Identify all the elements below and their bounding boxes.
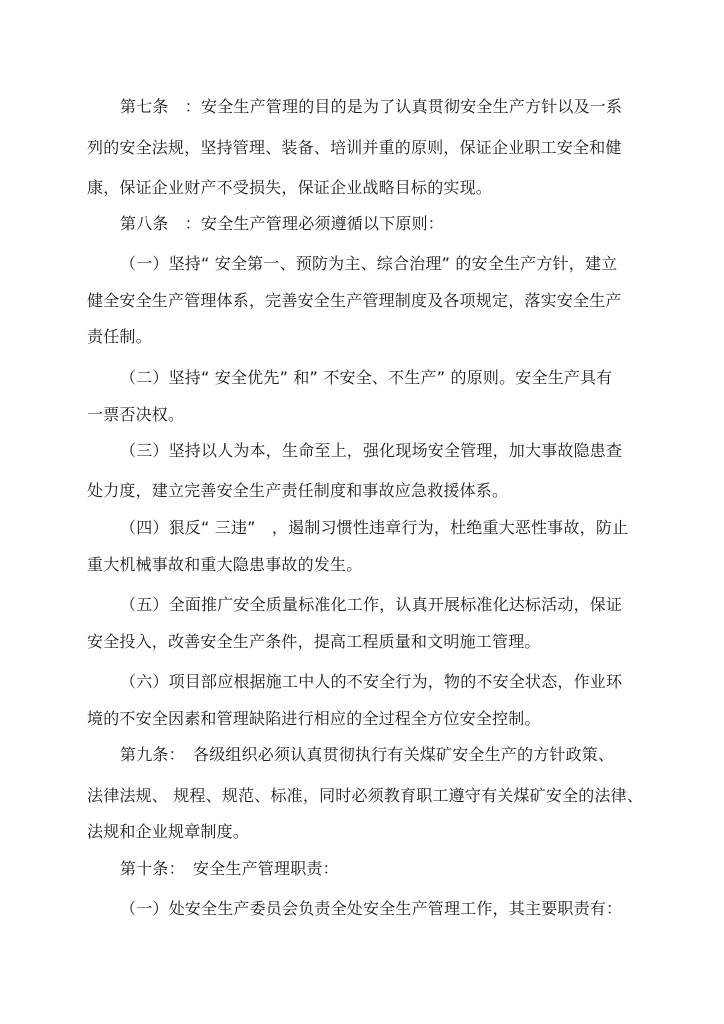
text-line: 境的不安全因素和管理缺陷进行相应的全过程全方位安全控制。 xyxy=(87,709,541,728)
text-line: 一票否决权。 xyxy=(87,405,185,424)
item-4-line: （四）狠反“ 三违” ，遏制习惯性违章行为，杜绝重大恶性事故，防止 xyxy=(120,518,629,537)
text-line: 康，保证企业财产不受损失，保证企业战略目标的实现。 xyxy=(87,178,493,197)
text-line: 安全投入，改善安全生产条件，提高工程质量和文明施工管理。 xyxy=(87,632,541,651)
text-line: 法规和企业规章制度。 xyxy=(87,822,250,841)
article-10-heading-line: 第十条： 安全生产管理职责： xyxy=(120,859,339,878)
text-line: 健全安全生产管理体系，完善安全生产管理制度及各项规定，落实安全生产 xyxy=(87,291,622,310)
item-2-line: （二）坚持“ 安全优先” 和” 不安全、不生产” 的原则。安全生产具有 xyxy=(120,368,613,387)
text-line: 责任制。 xyxy=(87,327,152,346)
text-line: 列的安全法规，坚持管理、装备、培训并重的原则，保证企业职工安全和健 xyxy=(87,138,622,157)
item-6-line: （六）项目部应根据施工中人的不安全行为，物的不安全状态，作业环 xyxy=(120,672,623,691)
article-8-heading-line: 第八条 ：安全生产管理必须遵循以下原则： xyxy=(120,214,445,233)
text-line: 重大机械事故和重大隐患事故的发生。 xyxy=(87,555,363,574)
item-1-line: （一）坚持“ 安全第一、预防为主、综合治理” 的安全生产方针，建立 xyxy=(120,254,618,273)
item-5-line: （五）全面推广安全质量标准化工作，认真开展标准化达标活动，保证 xyxy=(120,595,623,614)
item-3-line: （三）坚持以人为本，生命至上，强化现场安全管理，加大事故隐患查 xyxy=(120,441,623,460)
text-line: 法律法规、 规程、规范、标准，同时必须教育职工遵守有关煤矿安全的法律、 xyxy=(87,786,644,805)
item-1-line: （一）处安全生产委员会负责全处安全生产管理工作，其主要职责有： xyxy=(120,899,623,918)
text-line: 处力度，建立完善安全生产责任制度和事故应急救援体系。 xyxy=(87,481,509,500)
article-7-heading-line: 第七条 ：安全生产管理的目的是为了认真贯彻安全生产方针以及一系 xyxy=(120,97,623,116)
article-9-heading-line: 第九条： 各级组织必须认真贯彻执行有关煤矿安全生产的方针政策、 xyxy=(120,745,615,764)
